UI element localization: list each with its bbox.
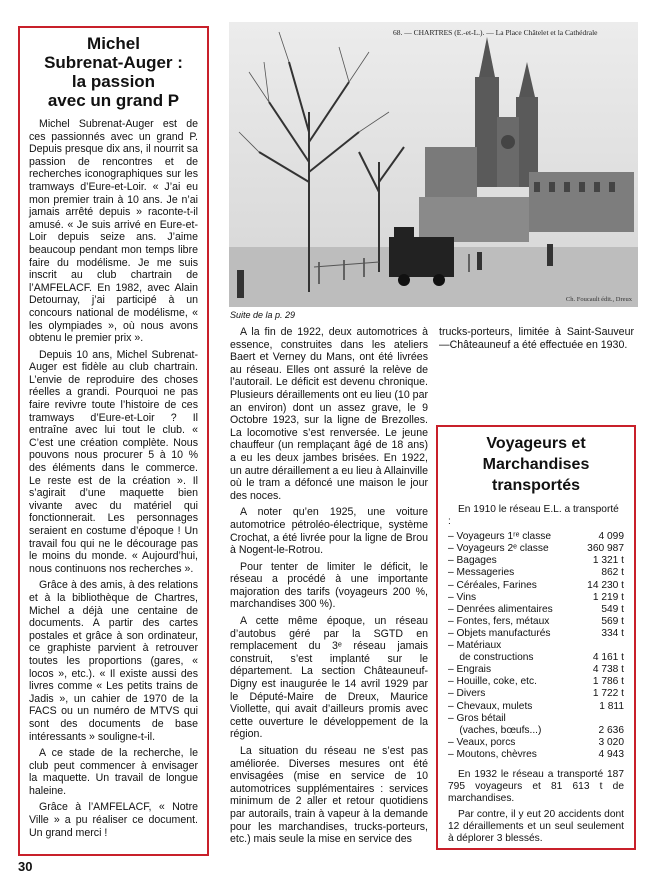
transport-stats-box [436,425,636,850]
title-line: la passion [71,72,156,91]
stats-value: 4 943 [598,748,624,760]
stats-row [448,713,624,725]
paragraph: A noter qu’en 1925, une voiture automotrice pétroléo-électrique, système Crochat, a été livrée pour la ligne de Brou à Nogent-le-Rotrou. [230,506,428,557]
title-line: transportés [491,477,581,494]
stats-title [448,433,624,496]
stats-label: – Houille, coke, etc. [448,676,537,688]
stats-row [448,580,624,592]
paragraph: Depuis 10 ans, Michel Subrenat-Auger est fidèle au club chartrain. L’envie de reproduire des choses réelles a grandi. Pourquoi ne pas faire revivre toute l’histoire de ces tramways d’Eure-et-Loir ? Il entraîne avec lui tout le club. « C’est une création complète. Nous pouvons nous procurer 5 à 10 % des éléments dans le commerce. Le reste est de la création ». Il s’agirait d’une maquette bien vivante avec du matériel qui fonctionnerait. Les personnages seraient en costume d’époque ! Un travail fou qui ne le décourage pas le moins du monde. « Aujourd’hui, nous continuons nos recherches ». [29,348,198,575]
title-line: Voyageurs et [486,435,586,452]
stats-row [448,555,624,567]
stats-row [448,640,624,652]
stats-label: – Fontes, fers, métaux [448,615,550,627]
stats-value: 862 t [601,567,624,579]
cathedral-illustration [229,22,638,307]
cathedral-photo [229,22,638,307]
stats-value: 1 321 t [592,555,624,567]
stats-row [448,567,624,579]
stats-row [448,664,624,676]
stats-label: – Messageries [448,567,515,579]
title-line: Subrenat-Auger : [44,53,183,72]
stats-value: 4 161 t [592,652,624,664]
stats-table [448,531,624,761]
stats-row [448,628,624,640]
stats-row [448,616,624,628]
stats-value: 334 t [601,627,624,639]
stats-row [448,676,624,688]
stats-value: 3 020 [598,736,624,748]
stats-row [448,592,624,604]
stats-label: – Objets manufacturés [448,627,551,639]
stats-label: – Divers [448,688,486,700]
stats-outro: Par contre, il y eut 20 accidents dont 12 déraillements et un seul seulement à déplorer 3 blessés. [448,809,624,845]
stats-row [448,701,624,713]
stats-label: – Moutons, chèvres [448,748,537,760]
stats-label: – Vins [448,591,477,603]
stats-label: – Veaux, porcs [448,736,516,748]
article-column-right [439,326,634,355]
stats-value: 360 987 [587,543,624,555]
title-line: Michel [87,34,140,53]
stats-label: – Céréales, Farines [448,579,537,591]
stats-value: 2 636 [598,724,624,736]
stats-row [448,531,624,543]
paragraph: La situation du réseau ne s’est pas améliorée. Diverses mesures ont été envisagées (mise en service de 10 automotrices supplémentaires : services minimum de 2 aller et retour quotidiens par autorails, train à vapeur à la demande pour les marchandises, trucks-porteurs, etc.) mais seule la mise en service des [230,745,428,846]
paragraph: trucks-porteurs, limitée à Saint-Sauveur—Châteauneuf a été effectuée en 1930. [439,326,634,351]
photo-header: 68. — CHARTRES (E.-et-L.). — La Place Châtelet et la Cathédrale [393,28,598,37]
stats-outro: En 1932 le réseau a transporté 187 795 voyageurs et 81 613 t de marchandises. [448,768,624,805]
stats-value: 1 219 t [592,591,624,603]
paragraph: Grâce à l’AMFELACF, « Notre Ville » a pu réaliser ce document. Un grand merci ! [29,801,198,839]
title-line: avec un grand P [47,91,180,110]
stats-row [448,749,624,761]
page-number: 30 [18,859,33,874]
title-line: Marchandises [482,456,590,473]
stats-label: – Voyageurs 2ᵉ classe [448,543,549,555]
stats-label: – Chevaux, mulets [448,700,533,712]
paragraph: Michel Subrenat-Auger est de ces passionnés avec un grand P. Depuis presque dix ans, il nourrit sa passion de rencontres et de recherches iconographiques sur les tramways d’Eure-et-Loir. « J’ai eu mon premier train à 10 ans. Je n’ai jamais arrêté depuis » raconte-t-il amusé. « Je suis arrivé en Eure-et-Loir depuis seize ans. J’aime beaucoup pendant mon temps libre faire du modélisme. Je me suis inscrit au club chartrain de l’AMFELACF. En 1982, avec Alain Detournay, j’ai participé à un concours national de modélisme, « les olympiades », où nous avons obtenu le premier prix ». [29,118,198,345]
stats-label: – Denrées alimentaires [448,603,553,615]
stats-row [448,737,624,749]
paragraph: A ce stade de la recherche, le club peut commencer à envisager la maquette. Un travail de longue haleine. [29,747,198,797]
stats-label: – Gros bétail [448,712,506,724]
stats-label: – Bagages [448,555,497,567]
stats-label: – Voyageurs 1ʳᵉ classe [448,531,552,543]
paragraph: Pour tenter de limiter le déficit, le réseau a procédé à une importante majoration des tarifs (voyageurs 200 %, marchandises 300 %). [230,560,428,611]
stats-value: 569 t [601,615,624,627]
stats-value: 1 786 t [592,676,624,688]
stats-value: 4 738 t [592,664,624,676]
stats-row [448,543,624,555]
stats-label: – Matériaux [448,640,502,652]
paragraph: A cette même époque, un réseau d’autobus géré par la SGTD en remplacement du 3ᵉ réseau jamais construit, s’est implanté sur le département. La section Châteauneuf-Digny est inaugurée le 14 avril 1929 par le Député-Maire de Dreux, Maurice Viollette, qui avait d’ailleurs promis avec cette ouverture le développement de la région. [230,615,428,741]
article-column-middle [230,326,428,850]
stats-value: 549 t [601,603,624,615]
stats-value: 1 722 t [592,688,624,700]
stats-value: 4 099 [598,531,624,543]
stats-label: de constructions [448,652,534,664]
photo-credit: Ch. Foucault édit., Dreux [565,296,632,303]
stats-label: – Engrais [448,664,492,676]
stats-row [448,688,624,700]
photo-caption: Suite de la p. 29 [230,310,296,320]
stats-value: 1 811 [599,700,624,712]
stats-value: 14 230 t [587,579,624,591]
stats-row [448,725,624,737]
paragraph: A la fin de 1922, deux automotrices à essence, construites dans les ateliers Baert et Verney du Mans, ont été livrées au réseau. Elles ont assuré la relève de l’autorail. Le déficit est devenu chronique. Plusieurs déraillements ont eu lieu (10 par an environ) dont un assez grave, le 9 Octobre 1923, sur la ligne de Brezolles. La locomotive s’est renversée. Le jeune chauffeur (un remplaçant âgé de 18 ans) a eu les deux jambes brisées. En 1922, un autre déraillement a eu lieu à Allainville où le tram a défoncé une maison le jour des noces. [230,326,428,502]
paragraph: Grâce à des amis, à des relations et à la bibliothèque de Chartres, Michel a déjà une centaine de documents. A partir des cartes postales et grâce à son ordinateur, ce graphiste parvient à retrouver toutes les proportions (gares, « locos », etc.). « Il existe aussi des livres comme « Les petits trains de Jadis », un cahier de 1970 de la FACS ou un numéro de MTVS qui sont des documents de base intéressants » souligne-t-il. [29,579,198,743]
stats-row [448,652,624,664]
stats-intro: En 1910 le réseau E.L. a transporté : [448,504,619,528]
stats-label: (vaches, bœufs...) [448,724,542,736]
stats-row [448,604,624,616]
profile-title [29,34,198,110]
profile-box [18,26,209,856]
